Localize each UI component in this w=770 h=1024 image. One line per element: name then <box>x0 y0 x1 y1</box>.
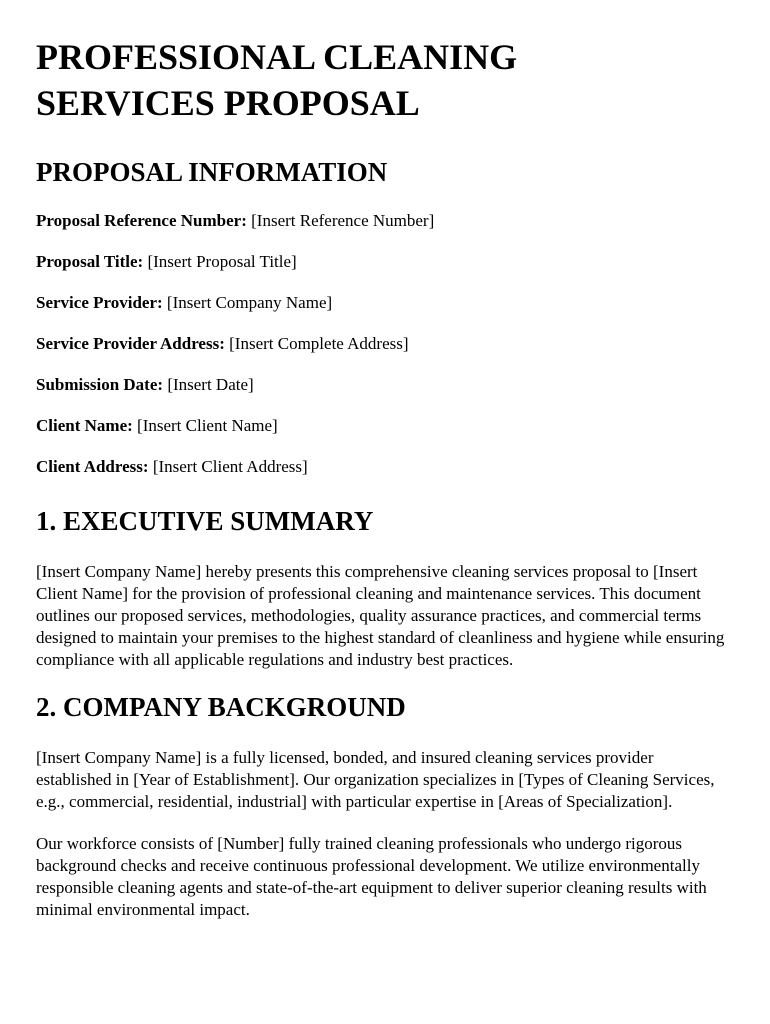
document-title: PROFESSIONAL CLEANING SERVICES PROPOSAL <box>36 37 518 123</box>
field-label: Client Name: <box>36 416 133 435</box>
field-value: [Insert Complete Address] <box>229 334 409 353</box>
field-label: Proposal Title: <box>36 252 144 271</box>
field-client-name <box>36 416 736 436</box>
field-value: [Insert Date] <box>167 375 254 394</box>
field-value: [Insert Client Name] <box>137 416 278 435</box>
field-value: [Insert Client Address] <box>152 457 308 476</box>
company-background-paragraph-1: [Insert Company Name] is a fully licensed, bonded, and insured cleaning services provider established in [Year of Establishment]. Our organization specializes in [Types of Cleaning Services, e.g., commercial, residential, industrial] with particular expertise in [Areas of Specialization]. <box>36 748 715 811</box>
field-label: Service Provider: <box>36 293 163 312</box>
document-page <box>36 34 736 921</box>
field-label: Submission Date: <box>36 375 164 394</box>
field-value: [Insert Company Name] <box>166 293 333 312</box>
field-client-address <box>36 457 736 477</box>
field-label: Client Address: <box>36 457 149 476</box>
proposal-information-fields <box>36 211 736 477</box>
executive-summary-heading: 1. EXECUTIVE SUMMARY <box>36 506 374 536</box>
field-service-provider <box>36 293 736 313</box>
field-service-provider-address <box>36 334 736 354</box>
field-label: Proposal Reference Number: <box>36 211 247 230</box>
executive-summary-paragraph: [Insert Company Name] hereby presents this comprehensive cleaning services proposal to [Insert Client Name] for the provision of professional cleaning and maintenance services. This document outlines our proposed services, methodologies, quality assurance practices, and commercial terms designed to maintain your premises to the highest standard of cleanliness and hygiene while ensuring compliance with all applicable regulations and industry best practices. <box>36 562 725 669</box>
company-background-paragraph-2: Our workforce consists of [Number] fully trained cleaning professionals who undergo rigorous background checks and receive continuous professional development. We utilize environmentally responsible cleaning agents and state-of-the-art equipment to deliver superior cleaning results with minimal environmental impact. <box>36 834 707 919</box>
field-reference-number <box>36 211 736 231</box>
company-background-heading: 2. COMPANY BACKGROUND <box>36 692 406 722</box>
field-value: [Insert Proposal Title] <box>147 252 297 271</box>
proposal-information-heading: PROPOSAL INFORMATION <box>36 157 388 187</box>
field-proposal-title <box>36 252 736 272</box>
field-submission-date <box>36 375 736 395</box>
field-label: Service Provider Address: <box>36 334 225 353</box>
field-value: [Insert Reference Number] <box>251 211 435 230</box>
